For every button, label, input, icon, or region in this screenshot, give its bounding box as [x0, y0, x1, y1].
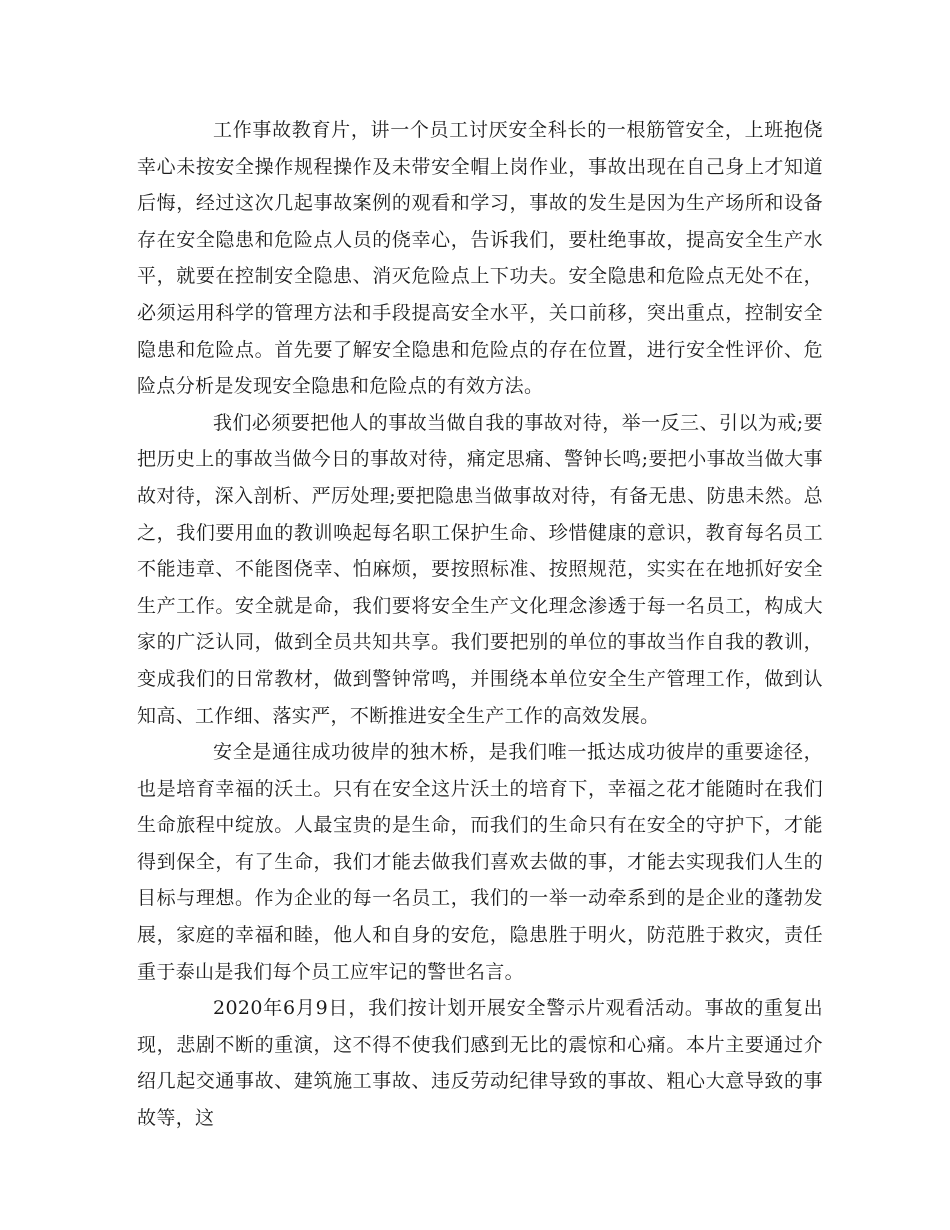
paragraph-2: 我们必须要把他人的事故当做自我的事故对待，举一反三、引以为戒;要把历史上的事故当做今日的事故对待，痛定思痛、警钟长鸣;要把小事故当做大事故对待，深入剖析、严厉处理;要把隐患当做事故对待，有备无患、防患未然。总之，我们要用血的教训唤起每名职工保护生命、珍惜健康的意识，教育每名员工不能违章、不能图侥幸、怕麻烦，要按照标准、按照规范，实实在在地抓好安全生产工作。安全就是命，我们要将安全生产文化理念渗透于每一名员工，构成大家的广泛认同，做到全员共知共享。我们要把别的单位的事故当作自我的教训，变成我们的日常教材，做到警钟常鸣，并围绕本单位安全生产管理工作，做到认知高、工作细、落实严，不断推进安全生产工作的高效发展。	[137, 411, 823, 727]
paragraph-1: 工作事故教育片，讲一个员工讨厌安全科长的一根筋管安全，上班抱侥幸心未按安全操作规程操作及未带安全帽上岗作业，事故出现在自己身上才知道后悔，经过这次几起事故案例的观看和学习，事故的发生是因为生产场所和设备存在安全隐患和危险点人员的侥幸心，告诉我们，要杜绝事故，提高安全生产水平，就要在控制安全隐患、消灭危险点上下功夫。安全隐患和危险点无处不在，必须运用科学的管理方法和手段提高安全水平，关口前移，突出重点，控制安全隐患和危险点。首先要了解安全隐患和危险点的存在位置，进行安全性评价、危险点分析是发现安全隐患和危险点的有效方法。	[137, 119, 823, 398]
paragraph-4: 2020年6月9日，我们按计划开展安全警示片观看活动。事故的重复出现，悲剧不断的重演，这不得不使我们感到无比的震惊和心痛。本片主要通过介绍几起交通事故、建筑施工事故、违反劳动纪律导致的事故、粗心大意导致的事故等，这	[137, 997, 823, 1130]
paragraph-3: 安全是通往成功彼岸的独木桥，是我们唯一抵达成功彼岸的重要途径，也是培育幸福的沃土。只有在安全这片沃土的培育下，幸福之花才能随时在我们生命旅程中绽放。人最宝贵的是生命，而我们的生命只有在安全的守护下，才能得到保全，有了生命，我们才能去做我们喜欢去做的事，才能去实现我们人生的目标与理想。作为企业的每一名员工，我们的一举一动牵系到的是企业的蓬勃发展，家庭的幸福和睦，他人和自身的安危，隐患胜于明火，防范胜于救灾，责任重于泰山是我们每个员工应牢记的警世名言。	[137, 741, 823, 983]
document-body	[137, 112, 823, 1137]
